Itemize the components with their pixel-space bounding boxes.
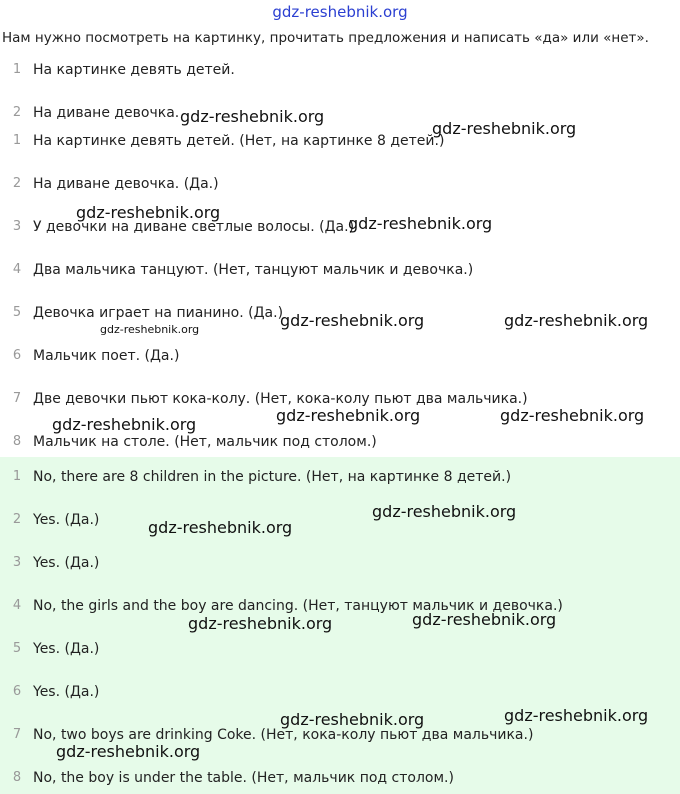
watermark: gdz-reshebnik.org xyxy=(180,107,325,126)
item-number: 7 xyxy=(12,727,22,742)
watermark: gdz-reshebnik.org xyxy=(348,214,493,233)
watermark: gdz-reshebnik.org xyxy=(432,119,577,138)
item-text: Yes. (Да.) xyxy=(33,641,100,657)
item-text: No, the girls and the boy are dancing. (Нет, танцуют мальчик и девочка.) xyxy=(33,598,563,614)
item-text: На картинке девять детей. (Нет, на картинке 8 детей.) xyxy=(33,133,445,149)
watermark: gdz-reshebnik.org xyxy=(280,710,425,729)
item-number: 8 xyxy=(12,434,22,449)
watermark: gdz-reshebnik.org xyxy=(76,203,221,222)
watermark: gdz-reshebnik.org xyxy=(100,323,200,336)
watermark: gdz-reshebnik.org xyxy=(56,742,201,761)
item-number: 3 xyxy=(12,219,22,234)
task-intro: Нам нужно посмотреть на картинку, прочитать предложения и написать «да» или «нет». xyxy=(2,30,649,46)
item-number: 6 xyxy=(12,348,22,363)
item-text: No, two boys are drinking Coke. (Нет, кока-колу пьют два мальчика.) xyxy=(33,727,534,743)
watermark: gdz-reshebnik.org xyxy=(372,502,517,521)
item-text: Yes. (Да.) xyxy=(33,512,100,528)
item-number: 5 xyxy=(12,641,22,656)
item-text: Две девочки пьют кока-колу. (Нет, кока-колу пьют два мальчика.) xyxy=(33,391,528,407)
item-number: 2 xyxy=(12,105,22,120)
watermark: gdz-reshebnik.org xyxy=(504,706,649,725)
item-text: Мальчик на столе. (Нет, мальчик под столом.) xyxy=(33,434,377,450)
item-text: На диване девочка. xyxy=(33,105,180,121)
item-number: 1 xyxy=(12,133,22,148)
item-text: Два мальчика танцуют. (Нет, танцуют мальчик и девочка.) xyxy=(33,262,474,278)
item-number: 1 xyxy=(12,62,22,77)
item-text: Yes. (Да.) xyxy=(33,684,100,700)
watermark: gdz-reshebnik.org xyxy=(276,406,421,425)
site-header[interactable]: gdz-reshebnik.org xyxy=(272,3,408,21)
item-number: 8 xyxy=(12,770,22,785)
watermark: gdz-reshebnik.org xyxy=(52,415,197,434)
item-text: Мальчик поет. (Да.) xyxy=(33,348,180,364)
item-text: На картинке девять детей. xyxy=(33,62,235,78)
item-number: 4 xyxy=(12,598,22,613)
item-number: 1 xyxy=(12,469,22,484)
watermark: gdz-reshebnik.org xyxy=(500,406,645,425)
watermark: gdz-reshebnik.org xyxy=(188,614,333,633)
item-text: Девочка играет на пианино. (Да.) xyxy=(33,305,284,321)
item-text: У девочки на диване светлые волосы. (Да.) xyxy=(33,219,355,235)
item-number: 5 xyxy=(12,305,22,320)
watermark: gdz-reshebnik.org xyxy=(148,518,293,537)
item-number: 4 xyxy=(12,262,22,277)
watermark: gdz-reshebnik.org xyxy=(280,311,425,330)
item-text: На диване девочка. (Да.) xyxy=(33,176,219,192)
item-number: 6 xyxy=(12,684,22,699)
item-number: 3 xyxy=(12,555,22,570)
watermark: gdz-reshebnik.org xyxy=(412,610,557,629)
watermark: gdz-reshebnik.org xyxy=(504,311,649,330)
item-number: 2 xyxy=(12,512,22,527)
item-text: No, there are 8 children in the picture. (Нет, на картинке 8 детей.) xyxy=(33,469,512,485)
item-text: Yes. (Да.) xyxy=(33,555,100,571)
item-number: 2 xyxy=(12,176,22,191)
item-number: 7 xyxy=(12,391,22,406)
item-text: No, the boy is under the table. (Нет, мальчик под столом.) xyxy=(33,770,454,786)
